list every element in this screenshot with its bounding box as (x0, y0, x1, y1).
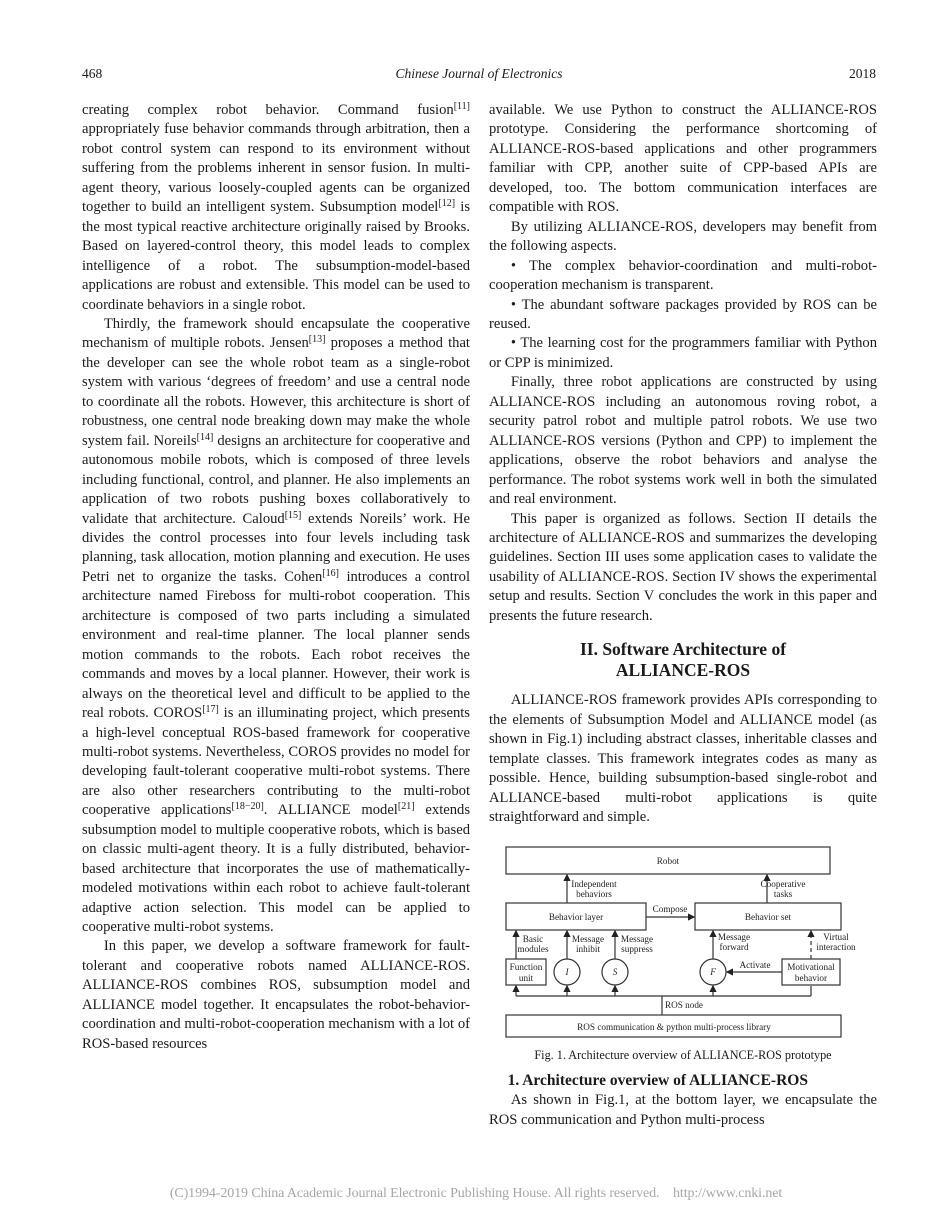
svg-text:Message: Message (571, 934, 605, 945)
citation[interactable]: [18−20] (231, 801, 264, 813)
footer-link[interactable]: http://www.cnki.net (673, 1186, 783, 1201)
publication-year: 2018 (849, 66, 876, 81)
svg-text:forward: forward (719, 942, 749, 953)
paragraph: ALLIANCE-ROS framework provides APIs corresponding to the elements of Subsumption Model and ALLIANCE model (as shown in Fig.1) including abstract classes, inheritable classes and template classes. This framework integrates codes as many as possible. Hence, building subsumption-based single-robot and ALLIANCE-based multi-robot applications is quite straightforward and simple. (489, 692, 877, 825)
figure-architecture-diagram (489, 841, 877, 1041)
citation[interactable]: [12] (438, 198, 456, 210)
left-column (82, 101, 470, 1054)
journal-title: Chinese Journal of Electronics (395, 66, 563, 81)
svg-text:ROS communication & python mul: ROS communication & python multi-process library (577, 1022, 771, 1033)
behavior-set-label: Behavior set (744, 912, 792, 923)
bullet-icon: • (510, 296, 516, 313)
copyright-footer (0, 1186, 952, 1202)
svg-text:suppress: suppress (621, 944, 653, 955)
svg-text:Independent: Independent (571, 879, 617, 890)
robot-label: Robot (656, 856, 680, 867)
citation[interactable]: [21] (397, 801, 415, 813)
paragraph: creating complex robot behavior. Command fusion[11] appropriately fuse behavior commands through arbitration, then a robot control system can respond to its environment without suffering from the problems inherent in sensor fusion. In multi-agent theory, various loosely-coupled agents can be organized together to build an intelligent system. Subsumption model[12] is the most typical reactive architecture originally raised by Brooks. Based on layered-control theory, this model leads to complex intelligence of a robot. The subsumption-model-based applications are robust and extensible. This model can be used to coordinate behaviors in a single robot. (82, 101, 471, 313)
paragraph: This paper is organized as follows. Section II details the architecture of ALLIANCE-ROS and summarizes the developing guidelines. Section III uses some application cases to validate the usability of ALLIANCE-ROS. Section IV shows the experimental setup and results. Section V concludes the work in this paper and presents the future research. (489, 510, 877, 624)
svg-text:Cooperative: Cooperative (760, 879, 806, 890)
paragraph: In this paper, we develop a software framework for fault-tolerant and cooperative robots named ALLIANCE-ROS. ALLIANCE-ROS combines ROS, subsumption model and ALLIANCE model together. It encapsulates the robot-behavior-coordination and multi-robot-cooperation mechanism with a lot of ROS-based resources (82, 938, 470, 1052)
svg-text:Basic: Basic (522, 934, 544, 945)
svg-text:inhibit: inhibit (576, 944, 600, 955)
svg-text:S: S (612, 967, 618, 978)
citation[interactable]: [11] (453, 101, 470, 112)
svg-text:Compose: Compose (652, 904, 688, 915)
paragraph: Thirdly, the framework should encapsulate the cooperative mechanism of multiple robots. Jensen[13] proposes a method that the developer can see the whole robot team as a single-robot system with various ‘degrees of freedom’ and use a central node to coordinate all the robots. However, this architecture is short of robustness, one central node breaking down may make the whole system fail. Noreils[14] designs an architecture for cooperative and autonomous mobile robots, which is composed of three levels including functional, control, and planner. He also implements an application of two robots pushing boxes collaboratively to validate that architecture. Caloud[15] extends Noreils’ work. He divides the control processes into four levels including task planning, task allocation, motion planning and execution. He uses Petri net to organize the tasks. Cohen[16] introduces a control architecture named Fireboss for multi-robot cooperation. This architecture is composed of two parts including a simulated environment and real-time planner. The local planner sends motion commands to the robots. Each robot receives the commands and moves by a local planner. However, their work is always on the theoretical level and difficult to be applied to the real robots. COROS[17] is an illuminating project, which presents a high-level conceptual ROS-based framework for cooperative multi-robot systems. Nevertheless, COROS provides no model for developing fault-tolerant cooperative multi-robot systems. There are also other researchers contributing to the multi-robot cooperative applications[18−20]. ALLIANCE model[21] extends subsumption model to multiple cooperative robots, which is based on classic multi-agent theory. It is a fully distributed, behavior-based architecture that incorporates the use of mathematically-modeled motivations within each robot to achieve fault-tolerant adaptive action selection. This model can be applied to cooperative multi-robot systems. (82, 315, 471, 936)
svg-text:Activate: Activate (739, 960, 771, 971)
section-heading: II. Software Architecture of ALLIANCE-ROS (579, 639, 787, 681)
citation[interactable]: [17] (202, 704, 219, 716)
paragraph: As shown in Fig.1, at the bottom layer, we encapsulate the ROS communication and Python multi-process (489, 1092, 877, 1128)
svg-text:Motivational: Motivational (787, 962, 835, 973)
subsection-heading: 1. Architecture overview of ALLIANCE-ROS (507, 1072, 808, 1090)
svg-text:I: I (565, 967, 569, 978)
page-number: 468 (82, 66, 103, 81)
svg-text:unit: unit (518, 973, 534, 984)
behavior-layer-label: Behavior layer (548, 912, 604, 923)
svg-text:tasks: tasks (773, 889, 793, 900)
svg-text:Message: Message (717, 932, 751, 943)
bullet-item: • The learning cost for the programmers familiar with Python or CPP is minimized. (489, 335, 877, 371)
svg-text:Function: Function (509, 962, 543, 973)
right-column (489, 101, 877, 1130)
paragraph: Finally, three robot applications are constructed by using ALLIANCE-ROS including an autonomous roving robot, a security patrol robot and multiple patrol robots. We use two ALLIANCE-ROS versions (Python and CPP) to implement the applications, observe the robot behaviors and analyse the performance. The robot systems work well in both the simulated and real environment. (489, 374, 877, 508)
svg-text:ROS node: ROS node (664, 1000, 704, 1011)
citation[interactable]: [16] (322, 567, 339, 579)
copyright-text: (C)1994-2019 China Academic Journal Electronic Publishing House. All rights reserved. (169, 1186, 660, 1201)
svg-text:modules: modules (517, 944, 549, 955)
svg-text:Virtual: Virtual (823, 932, 849, 943)
svg-text:behavior: behavior (794, 973, 828, 984)
svg-text:Message: Message (620, 934, 654, 945)
bullet-icon: • (510, 257, 516, 274)
svg-text:interaction: interaction (816, 942, 856, 953)
svg-text:F: F (710, 967, 716, 978)
citation[interactable]: [14] (196, 431, 214, 443)
svg-text:behaviors: behaviors (576, 889, 612, 900)
bullet-item: • The abundant software packages provided by ROS can be reused. (489, 296, 878, 332)
paragraph: By utilizing ALLIANCE-ROS, developers may benefit from the following aspects. (489, 218, 877, 255)
citation[interactable]: [15] (284, 509, 302, 521)
paragraph: available. We use Python to construct the ALLIANCE-ROS prototype. Considering the performance shortcoming of ALLIANCE-ROS-based applications and other programmers familiar with CPP, another suite of CPP-based APIs are developed, too. The bottom communication interfaces are compatible with ROS. (489, 102, 877, 216)
running-header (82, 66, 876, 84)
figure-caption: Fig. 1. Architecture overview of ALLIANCE-ROS prototype (534, 1048, 832, 1063)
bullet-item: • The complex behavior-coordination and multi-robot-cooperation mechanism is transparent. (489, 257, 877, 294)
citation[interactable]: [13] (308, 334, 326, 346)
bullet-icon: • (510, 335, 516, 352)
